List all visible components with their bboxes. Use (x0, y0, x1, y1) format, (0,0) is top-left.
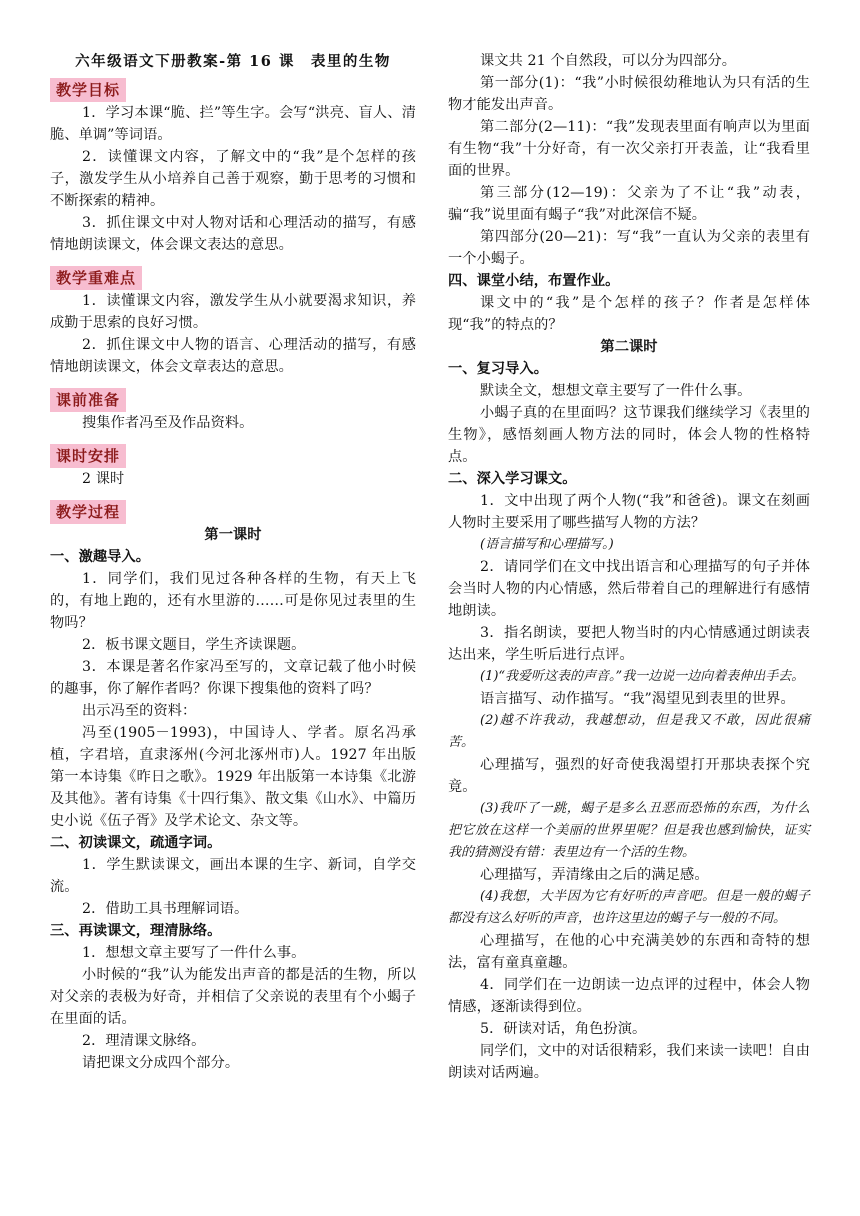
paragraph: 第四部分(20—21)：写“我”一直认为父亲的表里有一个小蝎子。 (448, 229, 810, 267)
paragraph: 1．文中出现了两个人物(“我”和爸爸)。课文在刻画人物时主要采用了哪些描写人物的方法？ (448, 493, 810, 531)
paragraph: 请把课文分成四个部分。 (82, 1055, 240, 1071)
key-point-item: 1．读懂课文内容，激发学生从小就要渴求知识，养成勤于思索的良好习惯。 (50, 293, 416, 331)
paragraph: 默读全文，想想文章主要写了一件什么事。 (480, 383, 752, 399)
section-heading: 四、课堂小结，布置作业。 (448, 273, 620, 289)
section-heading: 二、初读课文，疏通字词。 (50, 835, 222, 851)
goal-item: 1．学习本课“脆、拦”等生字。会写“洪亮、盲人、清脆、单调”等词语。 (50, 105, 416, 143)
paragraph: 1．同学们，我们见过各种各样的生物，有天上飞的，有地上跑的，还有水里游的……可是你见过表里的生物吗？ (50, 571, 416, 631)
section-badge-preparation: 课前准备 (50, 388, 126, 412)
section-heading: 二、深入学习课文。 (448, 471, 577, 487)
text-quote: (3)我吓了一跳，蝎子是多么丑恶而恐怖的东西，为什么把它放在这样一个美丽的世界里呢？但是我也感到愉快，证实我的猜测没有错：表里边有一个活的生物。 (448, 801, 810, 860)
lesson-two-title: 第二课时 (600, 339, 658, 355)
text-quote: (4)我想，大半因为它有好听的声音吧。但是一般的蝎子都没有这么好听的声音，也许这里边的蝎子与一般的不同。 (448, 889, 810, 926)
paragraph: 1．想想文章主要写了一件什么事。 (82, 945, 306, 961)
paragraph: 3．指名朗读，要把人物当时的内心情感通过朗读表达出来，学生听后进行点评。 (448, 625, 810, 663)
paragraph: 4．同学们在一边朗读一边点评的过程中，体会人物情感，逐渐读得到位。 (448, 977, 810, 1015)
section-badge-key-points: 教学重难点 (50, 266, 142, 290)
goal-item: 2．读懂课文内容，了解文中的“我”是个怎样的孩子，激发学生从小培养自己善于观察，勤于思考的习惯和不断探索的精神。 (50, 149, 416, 209)
analysis: 心理描写，在他的心中充满美妙的东西和奇特的想法，富有童真童趣。 (448, 933, 810, 971)
analysis: 心理描写，强烈的好奇使我渴望打开那块表探个究竟。 (448, 757, 810, 795)
paragraph: 5．研读对话，角色扮演。 (480, 1021, 647, 1037)
paragraph: 课文共 21 个自然段，可以分为四部分。 (480, 53, 737, 69)
section-badge-goals: 教学目标 (50, 78, 126, 102)
paragraph: 2．理清课文脉络。 (82, 1033, 206, 1049)
preparation-text: 搜集作者冯至及作品资料。 (82, 415, 254, 431)
author-bio: 冯至(1905－1993)，中国诗人、学者。原名冯承植，字君培，直隶涿州(今河北涿州市)人。1927 年出版第一本诗集《昨日之歌》。1929 年出版第一本诗集《北游及其他》。著有诗集《十四行集》、散文集《山水》、中篇历史小说《伍子胥》及学术论文、杂文等。 (50, 725, 416, 829)
paragraph: 第二部分(2—11)：“我”发现表里面有响声以为里面有生物“我”十分好奇，有一次父亲打开表盖，让“我看里面的世界。 (448, 119, 810, 179)
text-quote: (1)“我爱听这表的声音。”我一边说一边向着表伸出手去。 (480, 669, 805, 684)
text-quote: (2)越不许我动，我越想动，但是我又不敢，因此很痛苦。 (448, 713, 810, 750)
right-column (448, 50, 810, 1084)
left-column (50, 50, 416, 1074)
paragraph: 同学们，文中的对话很精彩，我们来读一读吧！自由朗读对话两遍。 (448, 1043, 810, 1081)
paragraph: 2．请同学们在文中找出语言和心理描写的句子并体会当时人物的内心情感，然后带着自己的理解进行有感情地朗读。 (448, 559, 810, 619)
paragraph: 第一部分(1)：“我”小时候很幼稚地认为只有活的生物才能发出声音。 (448, 75, 810, 113)
answer-quote: (语言描写和心理描写。) (480, 537, 614, 552)
section-badge-process: 教学过程 (50, 500, 126, 524)
section-heading: 一、激趣导入。 (50, 549, 151, 565)
analysis: 语言描写、动作描写。“我”渴望见到表里的世界。 (480, 691, 795, 707)
paragraph: 第三部分(12—19)：父亲为了不让“我”动表，骗“我”说里面有蝎子“我”对此深信不疑。 (448, 185, 810, 223)
schedule-text: 2 课时 (82, 471, 125, 487)
document-title: 六年级语文下册教案-第 16 课 表里的生物 (75, 53, 391, 70)
lesson-one-title: 第一课时 (204, 527, 262, 543)
key-point-item: 2．抓住课文中人物的语言、心理活动的描写，有感情地朗读课文，体会文章表达的意思。 (50, 337, 416, 375)
paragraph: 2．借助工具书理解词语。 (82, 901, 249, 917)
section-badge-schedule: 课时安排 (50, 444, 126, 468)
paragraph: 3．本课是著名作家冯至写的，文章记载了他小时候的趣事，你了解作者吗？你课下搜集他的资料了吗？ (50, 659, 416, 697)
paragraph: 小时候的“我”认为能发出声音的都是活的生物，所以对父亲的表极为好奇，并相信了父亲说的表里有个小蝎子在里面的话。 (50, 967, 416, 1027)
section-heading: 一、复习导入。 (448, 361, 549, 377)
paragraph: 小蝎子真的在里面吗？这节课我们继续学习《表里的生物》，感悟刻画人物方法的同时，体会人物的性格特点。 (448, 405, 810, 465)
paragraph: 2．板书课文题目，学生齐读课题。 (82, 637, 306, 653)
paragraph: 课文中的“我”是个怎样的孩子？作者是怎样体现“我”的特点的？ (448, 295, 810, 333)
section-heading: 三、再读课文，理清脉络。 (50, 923, 222, 939)
paragraph: 1．学生默读课文，画出本课的生字、新词，自学交流。 (50, 857, 416, 895)
goal-item: 3．抓住课文中对人物对话和心理活动的描写，有感情地朗读课文，体会课文表达的意思。 (50, 215, 416, 253)
analysis: 心理描写，弄清缘由之后的满足感。 (480, 867, 709, 883)
paragraph: 出示冯至的资料： (82, 703, 197, 719)
